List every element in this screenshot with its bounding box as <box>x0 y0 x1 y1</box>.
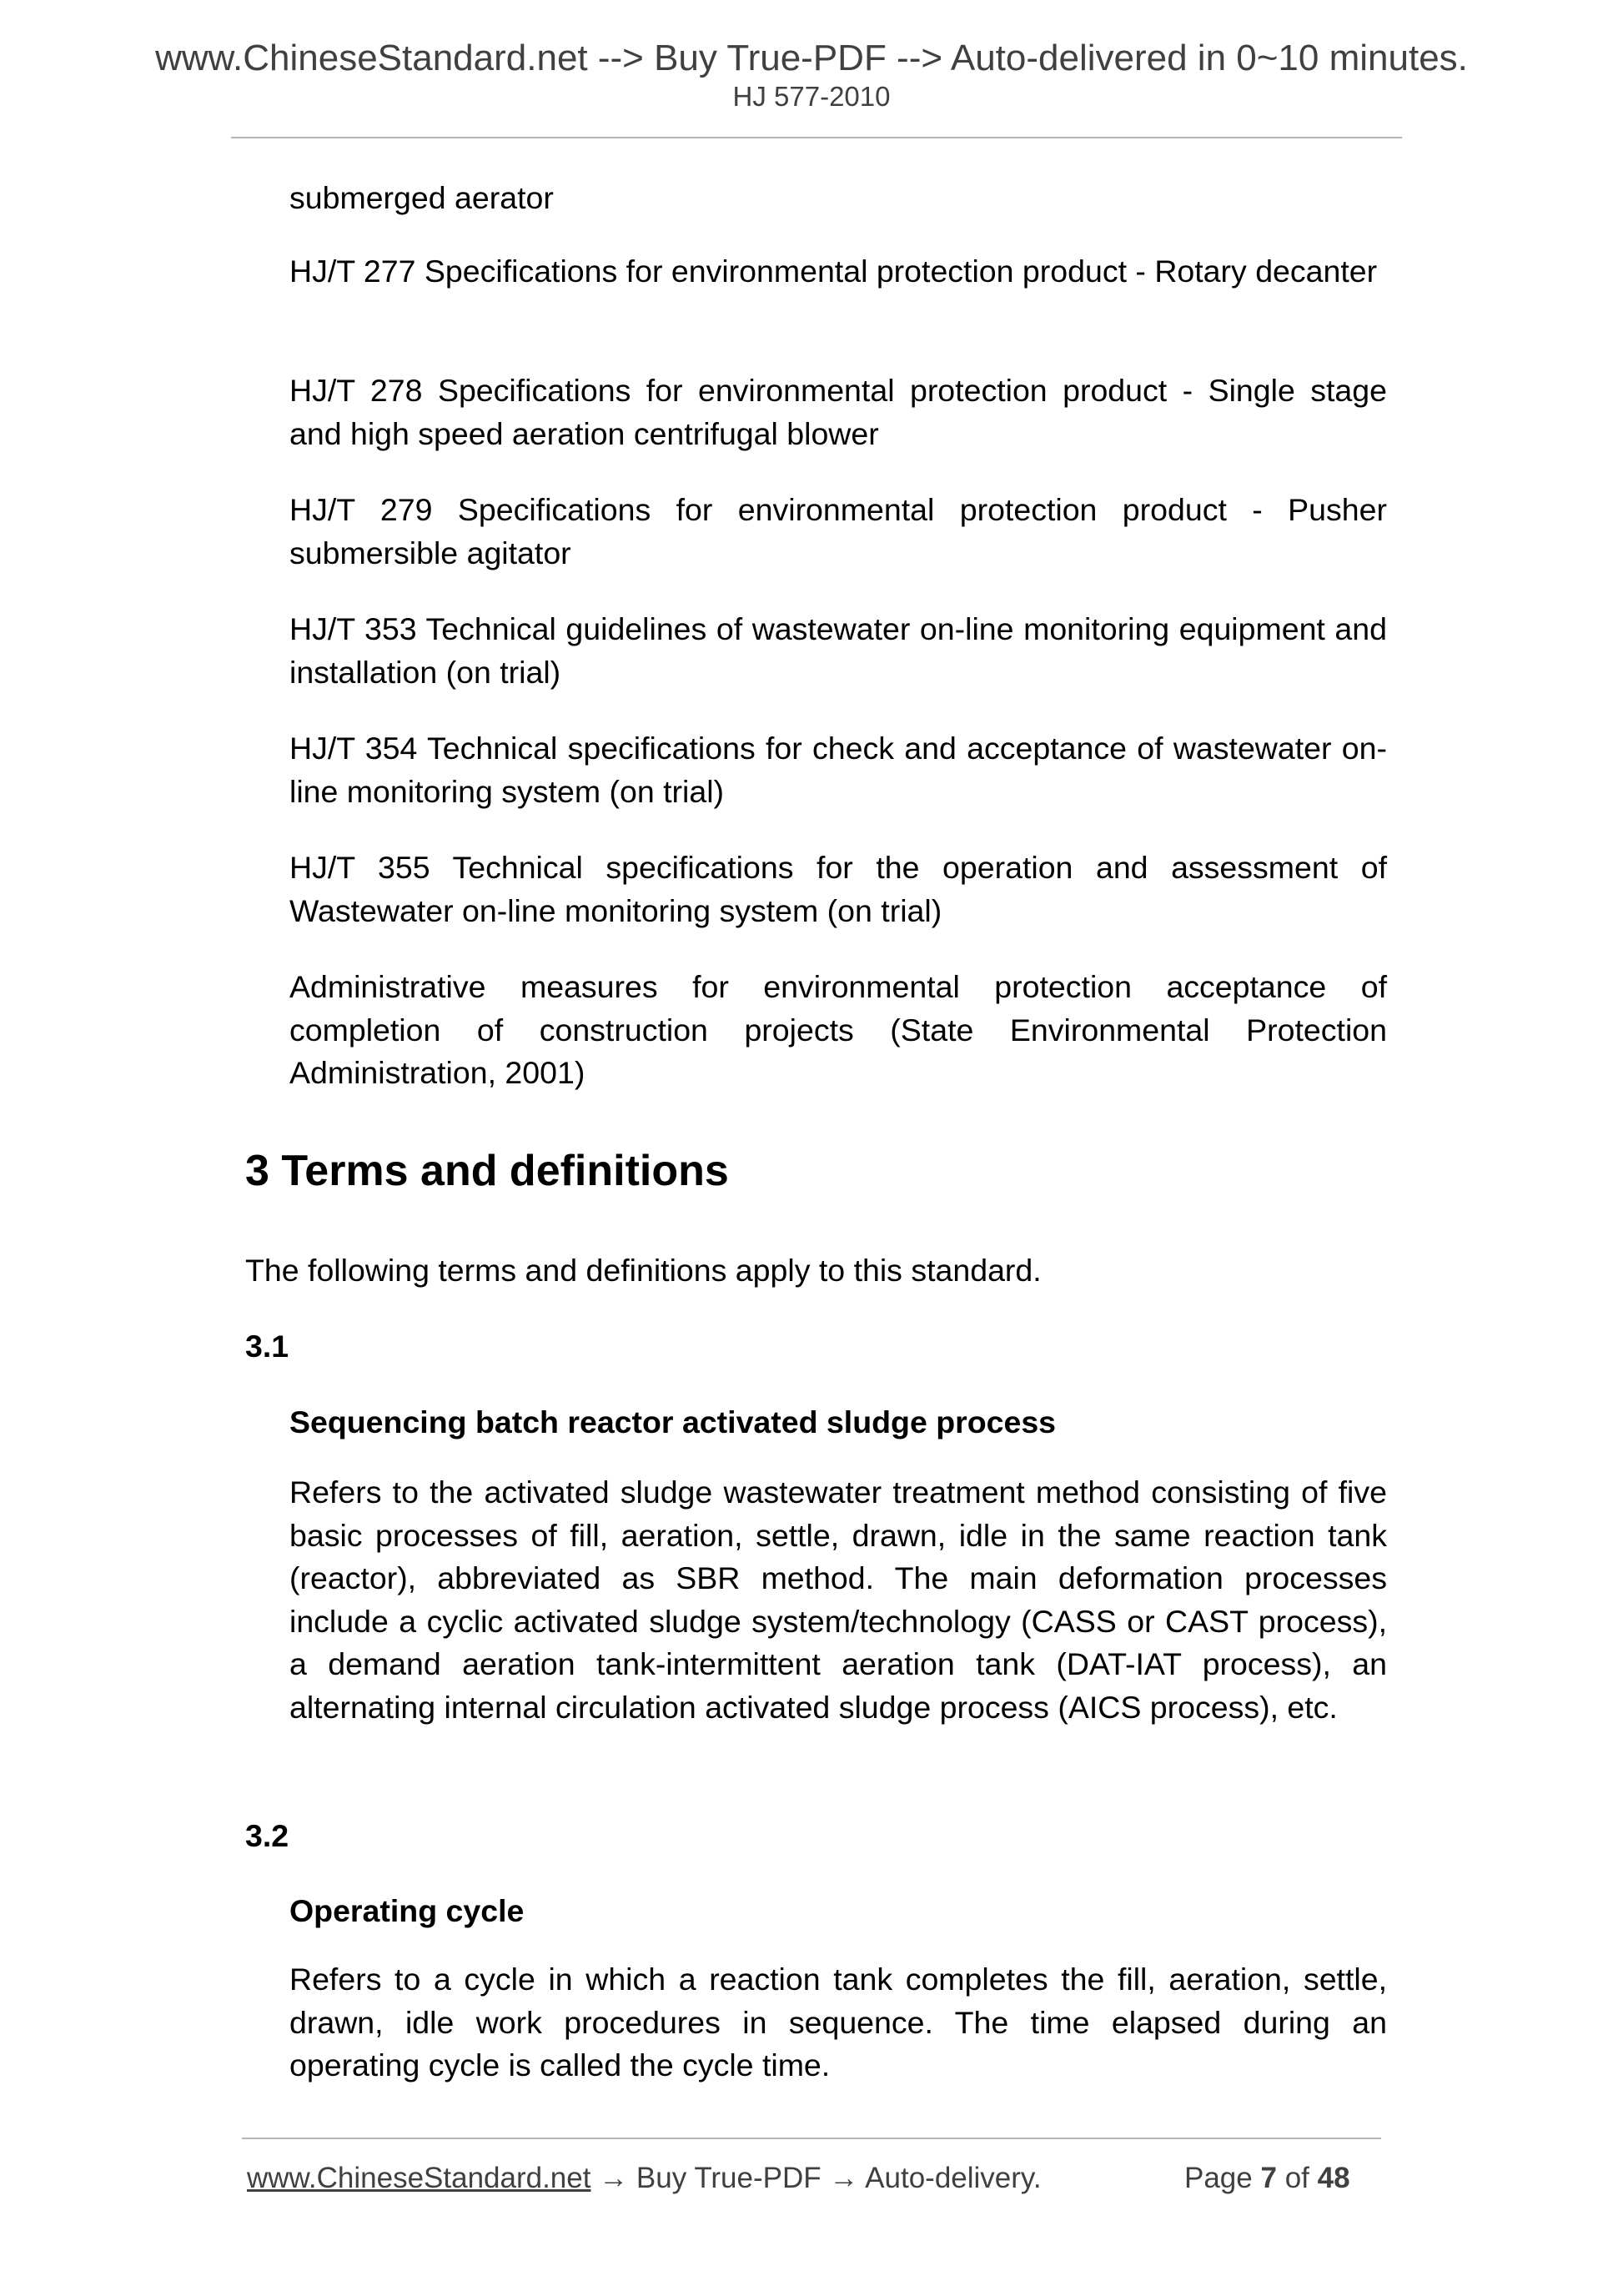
reference-item: HJ/T 278 Specifications for environmental protection product - Single stage and high speed aeration centrifugal blower <box>289 373 1387 451</box>
header-divider <box>231 137 1402 138</box>
page-of: of <box>1284 2162 1309 2194</box>
document-code: HJ 577-2010 <box>732 81 891 112</box>
reference-item: HJ/T 277 Specifications for environmental protection product - Rotary decanter <box>289 254 1378 289</box>
term-title: Operating cycle <box>289 1893 525 1928</box>
reference-item: HJ/T 279 Specifications for environmental protection product - Pusher submersible agitator <box>289 492 1387 570</box>
footer-divider <box>242 2138 1381 2139</box>
page-total: 48 <box>1317 2162 1350 2194</box>
term-number: 3.2 <box>245 1818 289 1853</box>
footer-promo <box>247 2163 1042 2193</box>
reference-item: HJ/T 355 Technical specifications for the operation and assessment of Wastewater on-line monitoring system (on trial) <box>289 850 1387 928</box>
term-title: Sequencing batch reactor activated sludge process <box>289 1404 1057 1439</box>
page-label: Page <box>1184 2162 1253 2194</box>
term-definition: Refers to the activated sludge wastewater treatment method consisting of five basic processes of fill, aeration, settle, drawn, idle in the same reaction tank (reactor), abbreviated as SBR method. The main deformation processes include a cyclic activated sludge system/technology (CASS or CAST process), a demand aeration tank-intermittent aeration tank (DAT-IAT process), an alternating internal circulation activated sludge process (AICS process), etc. <box>289 1475 1387 1725</box>
term-number: 3.1 <box>245 1329 289 1364</box>
page-current: 7 <box>1260 2162 1277 2194</box>
site-banner: www.ChineseStandard.net --> Buy True-PDF --> Auto-delivered in 0~10 minutes. <box>155 38 1468 78</box>
reference-item: Administrative measures for environmental protection acceptance of completion of construction projects (State Environmental Protection Administration, 2001) <box>289 969 1387 1090</box>
section-heading: 3 Terms and definitions <box>245 1147 729 1195</box>
reference-item: submerged aerator <box>289 180 554 215</box>
section-intro: The following terms and definitions apply to this standard. <box>245 1253 1042 1288</box>
footer-promo-text: → Buy True-PDF → Auto-delivery. <box>590 2162 1042 2194</box>
page-indicator <box>1184 2163 1350 2193</box>
footer-site-link[interactable]: www.ChineseStandard.net <box>247 2162 591 2194</box>
reference-item: HJ/T 354 Technical specifications for check and acceptance of wastewater on-line monitoring system (on trial) <box>289 731 1387 809</box>
term-definition: Refers to a cycle in which a reaction tank completes the fill, aeration, settle, drawn, idle work procedures in sequence. The time elapsed during an operating cycle is called the cycle time. <box>289 1962 1387 2082</box>
reference-item: HJ/T 353 Technical guidelines of wastewater on-line monitoring equipment and installation (on trial) <box>289 611 1387 690</box>
